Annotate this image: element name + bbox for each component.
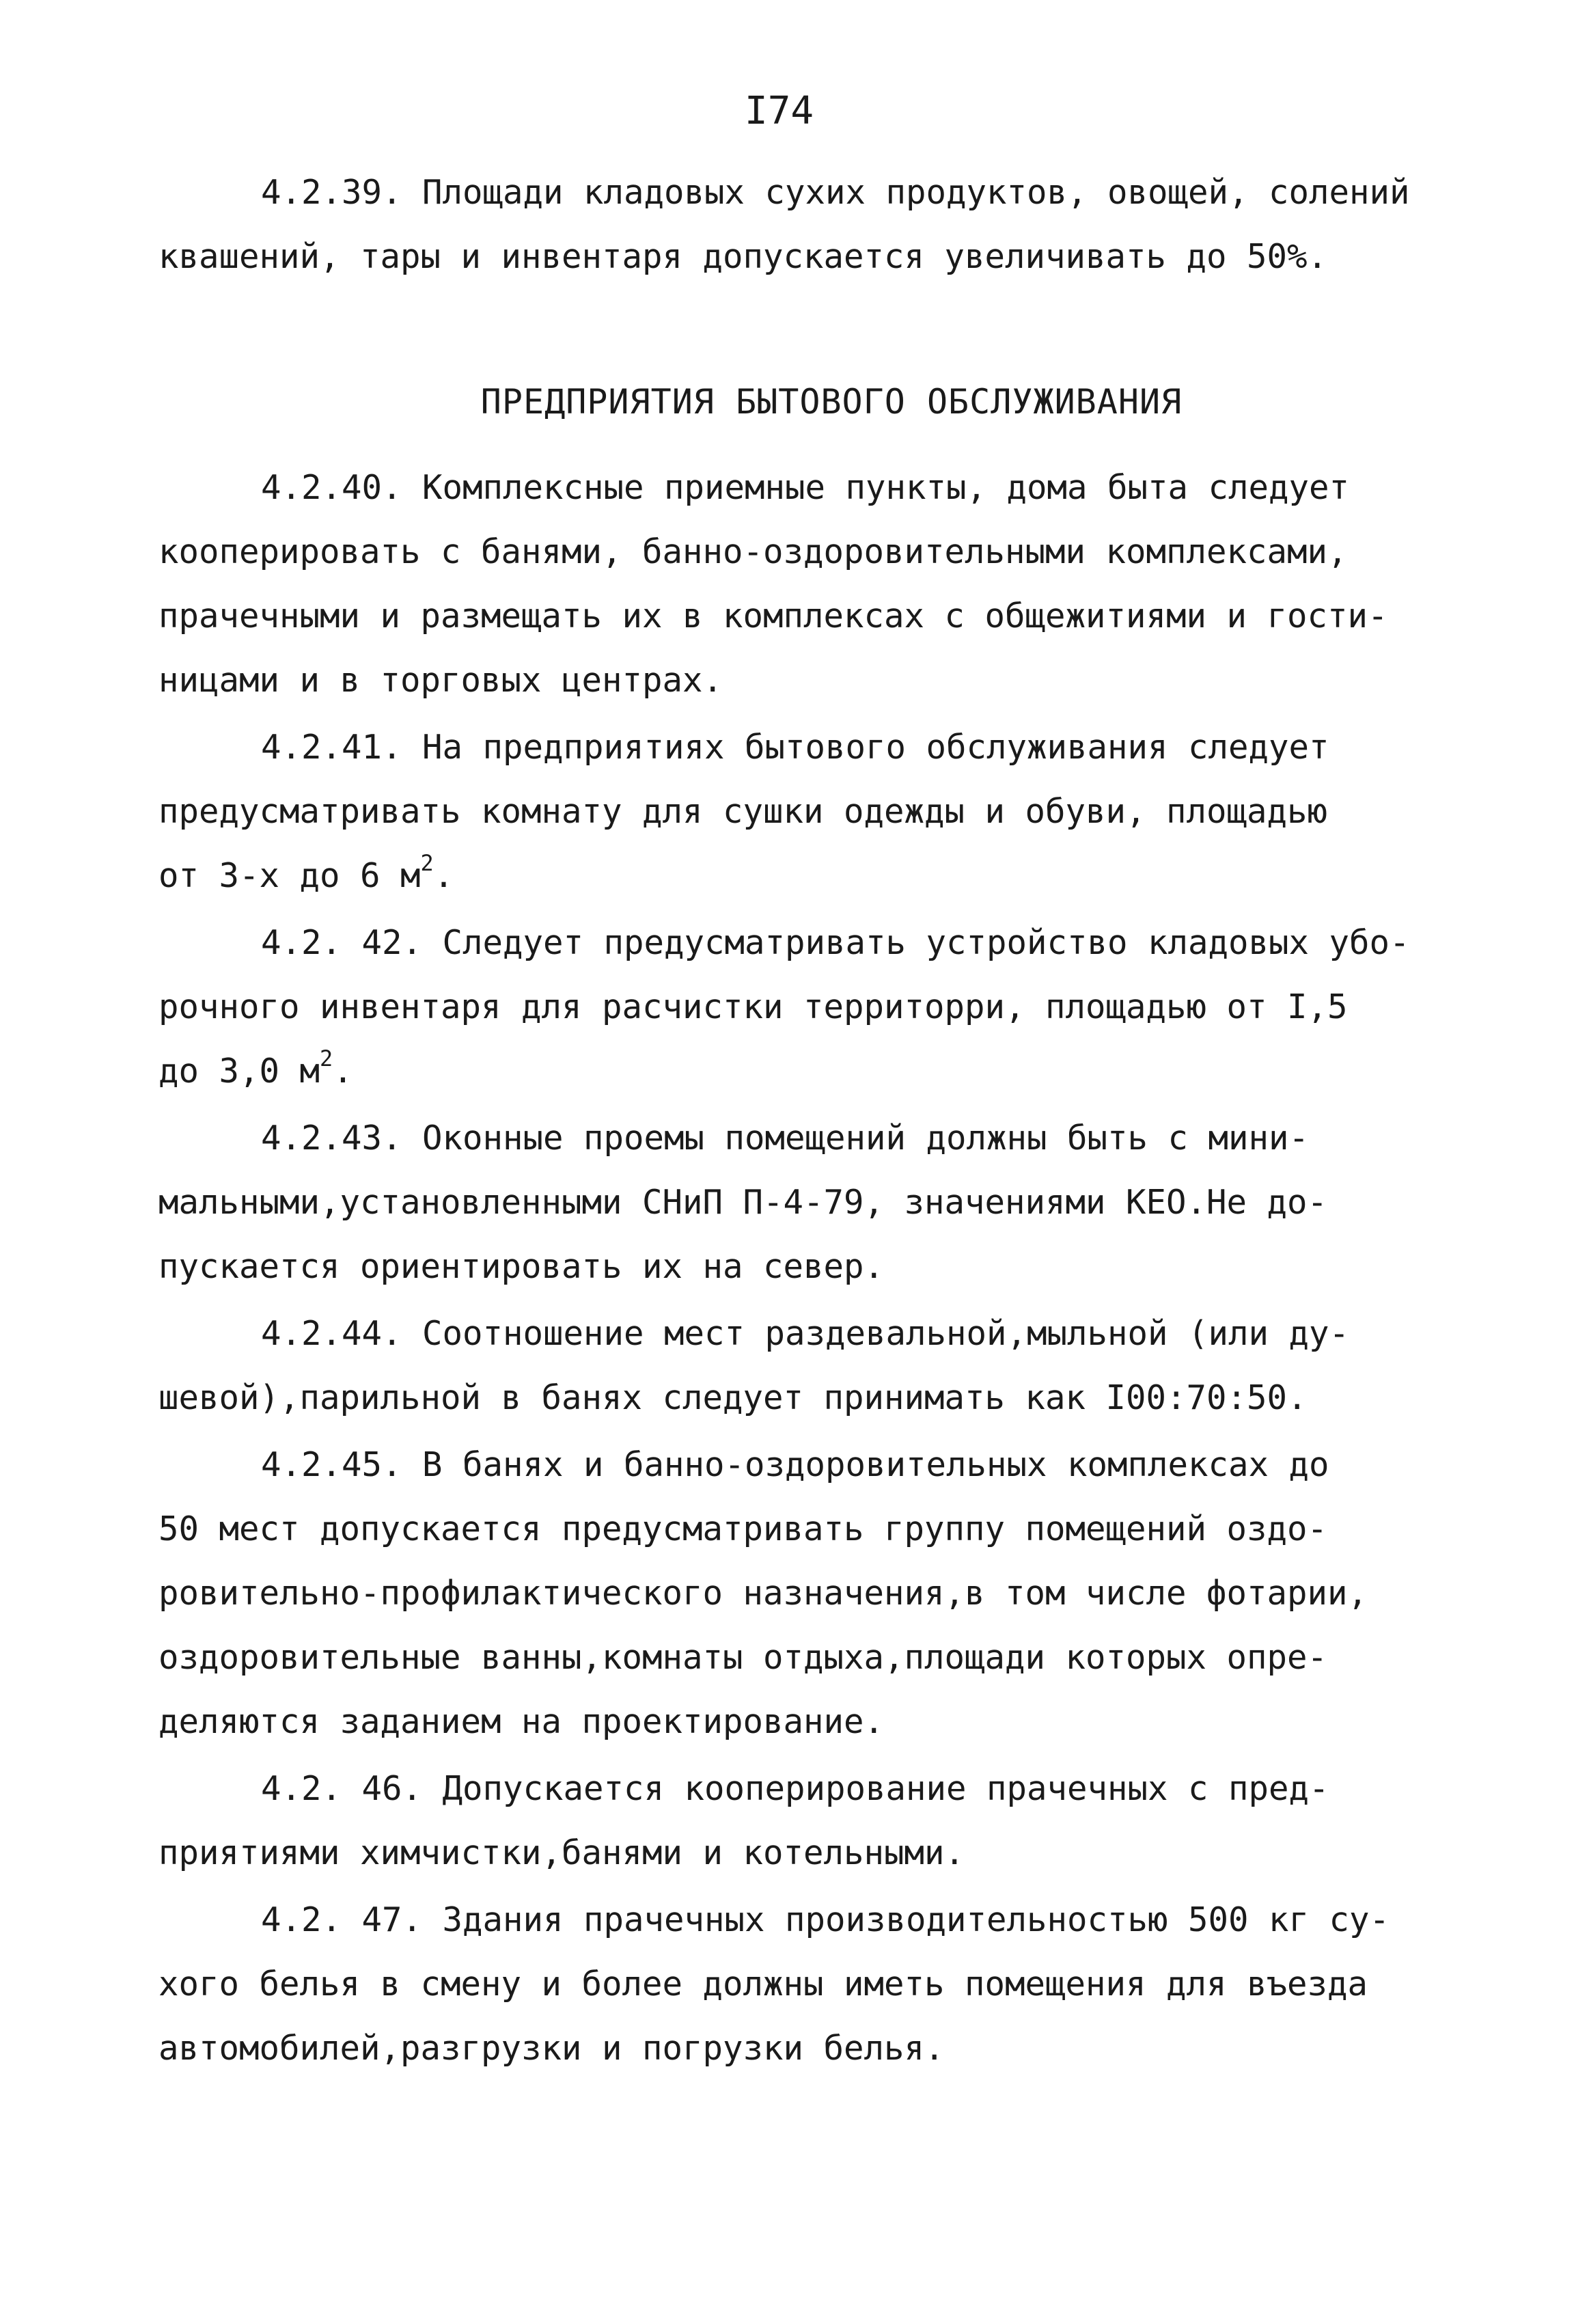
paragraph-line: 4.2.41. На предприятиях бытового обслуживания следует bbox=[261, 728, 1329, 767]
paragraph-line: кооперировать с банями, банно-оздоровительными комплексами, bbox=[158, 532, 1348, 571]
paragraph-line: 4.2. 42. Следует предусматривать устройство кладовых убо- bbox=[261, 923, 1410, 962]
page-number: I74 bbox=[745, 89, 814, 133]
paragraph-line-with-superscript bbox=[158, 1039, 1456, 1104]
paragraph-line: ровительно-профилактического назначения,в том числе фотарии, bbox=[158, 1574, 1368, 1613]
paragraph-line: шевой),парильной в банях следует принимать как I00:70:50. bbox=[158, 1378, 1308, 1417]
paragraph-line: 4.2.43. Оконные проемы помещений должны быть с мини- bbox=[261, 1119, 1310, 1158]
paragraph-line: пускается ориентировать их на север. bbox=[158, 1247, 885, 1286]
paragraph-4-2-41 bbox=[158, 715, 1456, 908]
line-text: . bbox=[433, 856, 454, 895]
paragraph-4-2-45 bbox=[158, 1433, 1456, 1754]
paragraph-line: предусматривать комнату для сушки одежды и обуви, площадью bbox=[158, 792, 1328, 831]
paragraph-line: ницами и в торговых центрах. bbox=[158, 661, 723, 700]
line-text: от 3-х до 6 м bbox=[158, 856, 421, 895]
paragraph-line: 4.2.45. В банях и банно-оздоровительных комплексах до bbox=[261, 1445, 1329, 1484]
paragraph-line: прачечными и размещать их в комплексах с общежитиями и гости- bbox=[158, 597, 1388, 635]
paragraph-line: оздоровительные ванны,комнаты отдыха,площади которых опре- bbox=[158, 1638, 1328, 1677]
paragraph-4-2-44 bbox=[158, 1302, 1456, 1430]
paragraph-line: квашений, тары и инвентаря допускается увеличивать до 50%. bbox=[158, 237, 1328, 276]
line-text: . bbox=[333, 1052, 353, 1091]
superscript: 2 bbox=[320, 1045, 333, 1072]
paragraph-4-2-47 bbox=[158, 1888, 1456, 2081]
paragraph-line: деляются заданием на проектирование. bbox=[158, 1702, 885, 1741]
paragraph-line: приятиями химчистки,банями и котельными. bbox=[158, 1833, 965, 1872]
paragraph-4-2-42 bbox=[158, 911, 1456, 1104]
paragraph-line: 4.2.44. Соотношение мест раздевальной,мыльной (или ду- bbox=[261, 1314, 1350, 1353]
paragraph-4-2-46 bbox=[158, 1757, 1456, 1885]
paragraph-line: мальными,установленными СНиП П-4-79, значениями КЕО.Не до- bbox=[158, 1183, 1328, 1222]
paragraph-line: 4.2. 46. Допускается кооперирование прачечных с пред- bbox=[261, 1769, 1329, 1808]
document-body bbox=[158, 161, 1456, 2081]
paragraph-4-2-40 bbox=[158, 456, 1456, 713]
paragraph-line: 50 мест допускается предусматривать группу помещений оздо- bbox=[158, 1509, 1328, 1548]
paragraph-4-2-39 bbox=[158, 161, 1456, 289]
paragraph-4-2-43 bbox=[158, 1106, 1456, 1299]
paragraph-line: 4.2.39. Площади кладовых сухих продуктов, овощей, солений bbox=[261, 173, 1410, 212]
line-text: до 3,0 м bbox=[158, 1052, 320, 1091]
paragraph-line: хого белья в смену и более должны иметь помещения для въезда bbox=[158, 1965, 1368, 2004]
superscript: 2 bbox=[420, 850, 434, 877]
paragraph-line: рочного инвентаря для расчистки территорри, площадью от I,5 bbox=[158, 987, 1348, 1026]
paragraph-line-with-superscript bbox=[158, 844, 1456, 908]
paragraph-line: 4.2. 47. Здания прачечных производительностью 500 кг су- bbox=[261, 1900, 1390, 1939]
paragraph-line: 4.2.40. Комплексные приемные пункты, дома быта следует bbox=[261, 468, 1350, 507]
section-heading: ПРЕДПРИЯТИЯ БЫТОВОГО ОБСЛУЖИВАНИЯ bbox=[480, 382, 1183, 422]
paragraph-line: автомобилей,разгрузки и погрузки белья. bbox=[158, 2029, 945, 2068]
